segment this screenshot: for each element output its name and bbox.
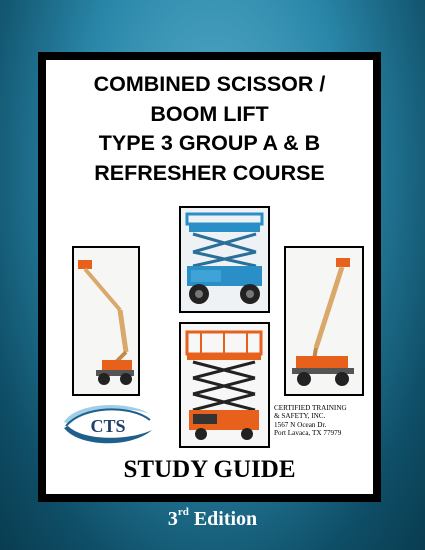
company-street: 1567 N Ocean Dr.	[274, 420, 327, 429]
cts-swoosh-logo-icon	[58, 400, 158, 448]
cts-logo-text: CTS	[90, 416, 126, 436]
company-address	[274, 404, 374, 437]
study-guide-heading: STUDY GUIDE	[123, 456, 296, 483]
boom-lift-left-photo	[72, 246, 140, 396]
edition-label	[0, 508, 425, 531]
scissor-lift-rough-terrain-photo	[179, 206, 270, 313]
inner-white-page	[46, 60, 373, 494]
boom-lift-right-photo	[284, 246, 364, 396]
company-name-line-2: & SAFETY, INC.	[274, 412, 326, 421]
course-title-line-4: REFRESHER COURSE	[94, 160, 325, 185]
company-city: Port Lavaca, TX 77979	[274, 428, 342, 437]
edition-word: Edition	[193, 508, 258, 530]
course-title	[46, 70, 373, 188]
articulating-boom-lift-icon	[74, 248, 138, 394]
cts-logo	[58, 400, 158, 448]
course-title-line-1: COMBINED SCISSOR /	[93, 72, 326, 96]
electric-scissor-lift-icon	[181, 324, 268, 446]
scissor-lift-electric-photo	[179, 322, 270, 448]
course-title-line-3: TYPE 3 GROUP A & B	[98, 131, 321, 155]
edition-number: 3	[167, 508, 178, 530]
course-title-line-2: BOOM LIFT	[150, 101, 269, 126]
rough-terrain-scissor-lift-icon	[181, 208, 268, 311]
telescopic-boom-lift-icon	[286, 248, 362, 394]
company-name-line-1: CERTIFIED TRAINING	[274, 404, 347, 412]
edition-suffix: rd	[177, 506, 189, 519]
